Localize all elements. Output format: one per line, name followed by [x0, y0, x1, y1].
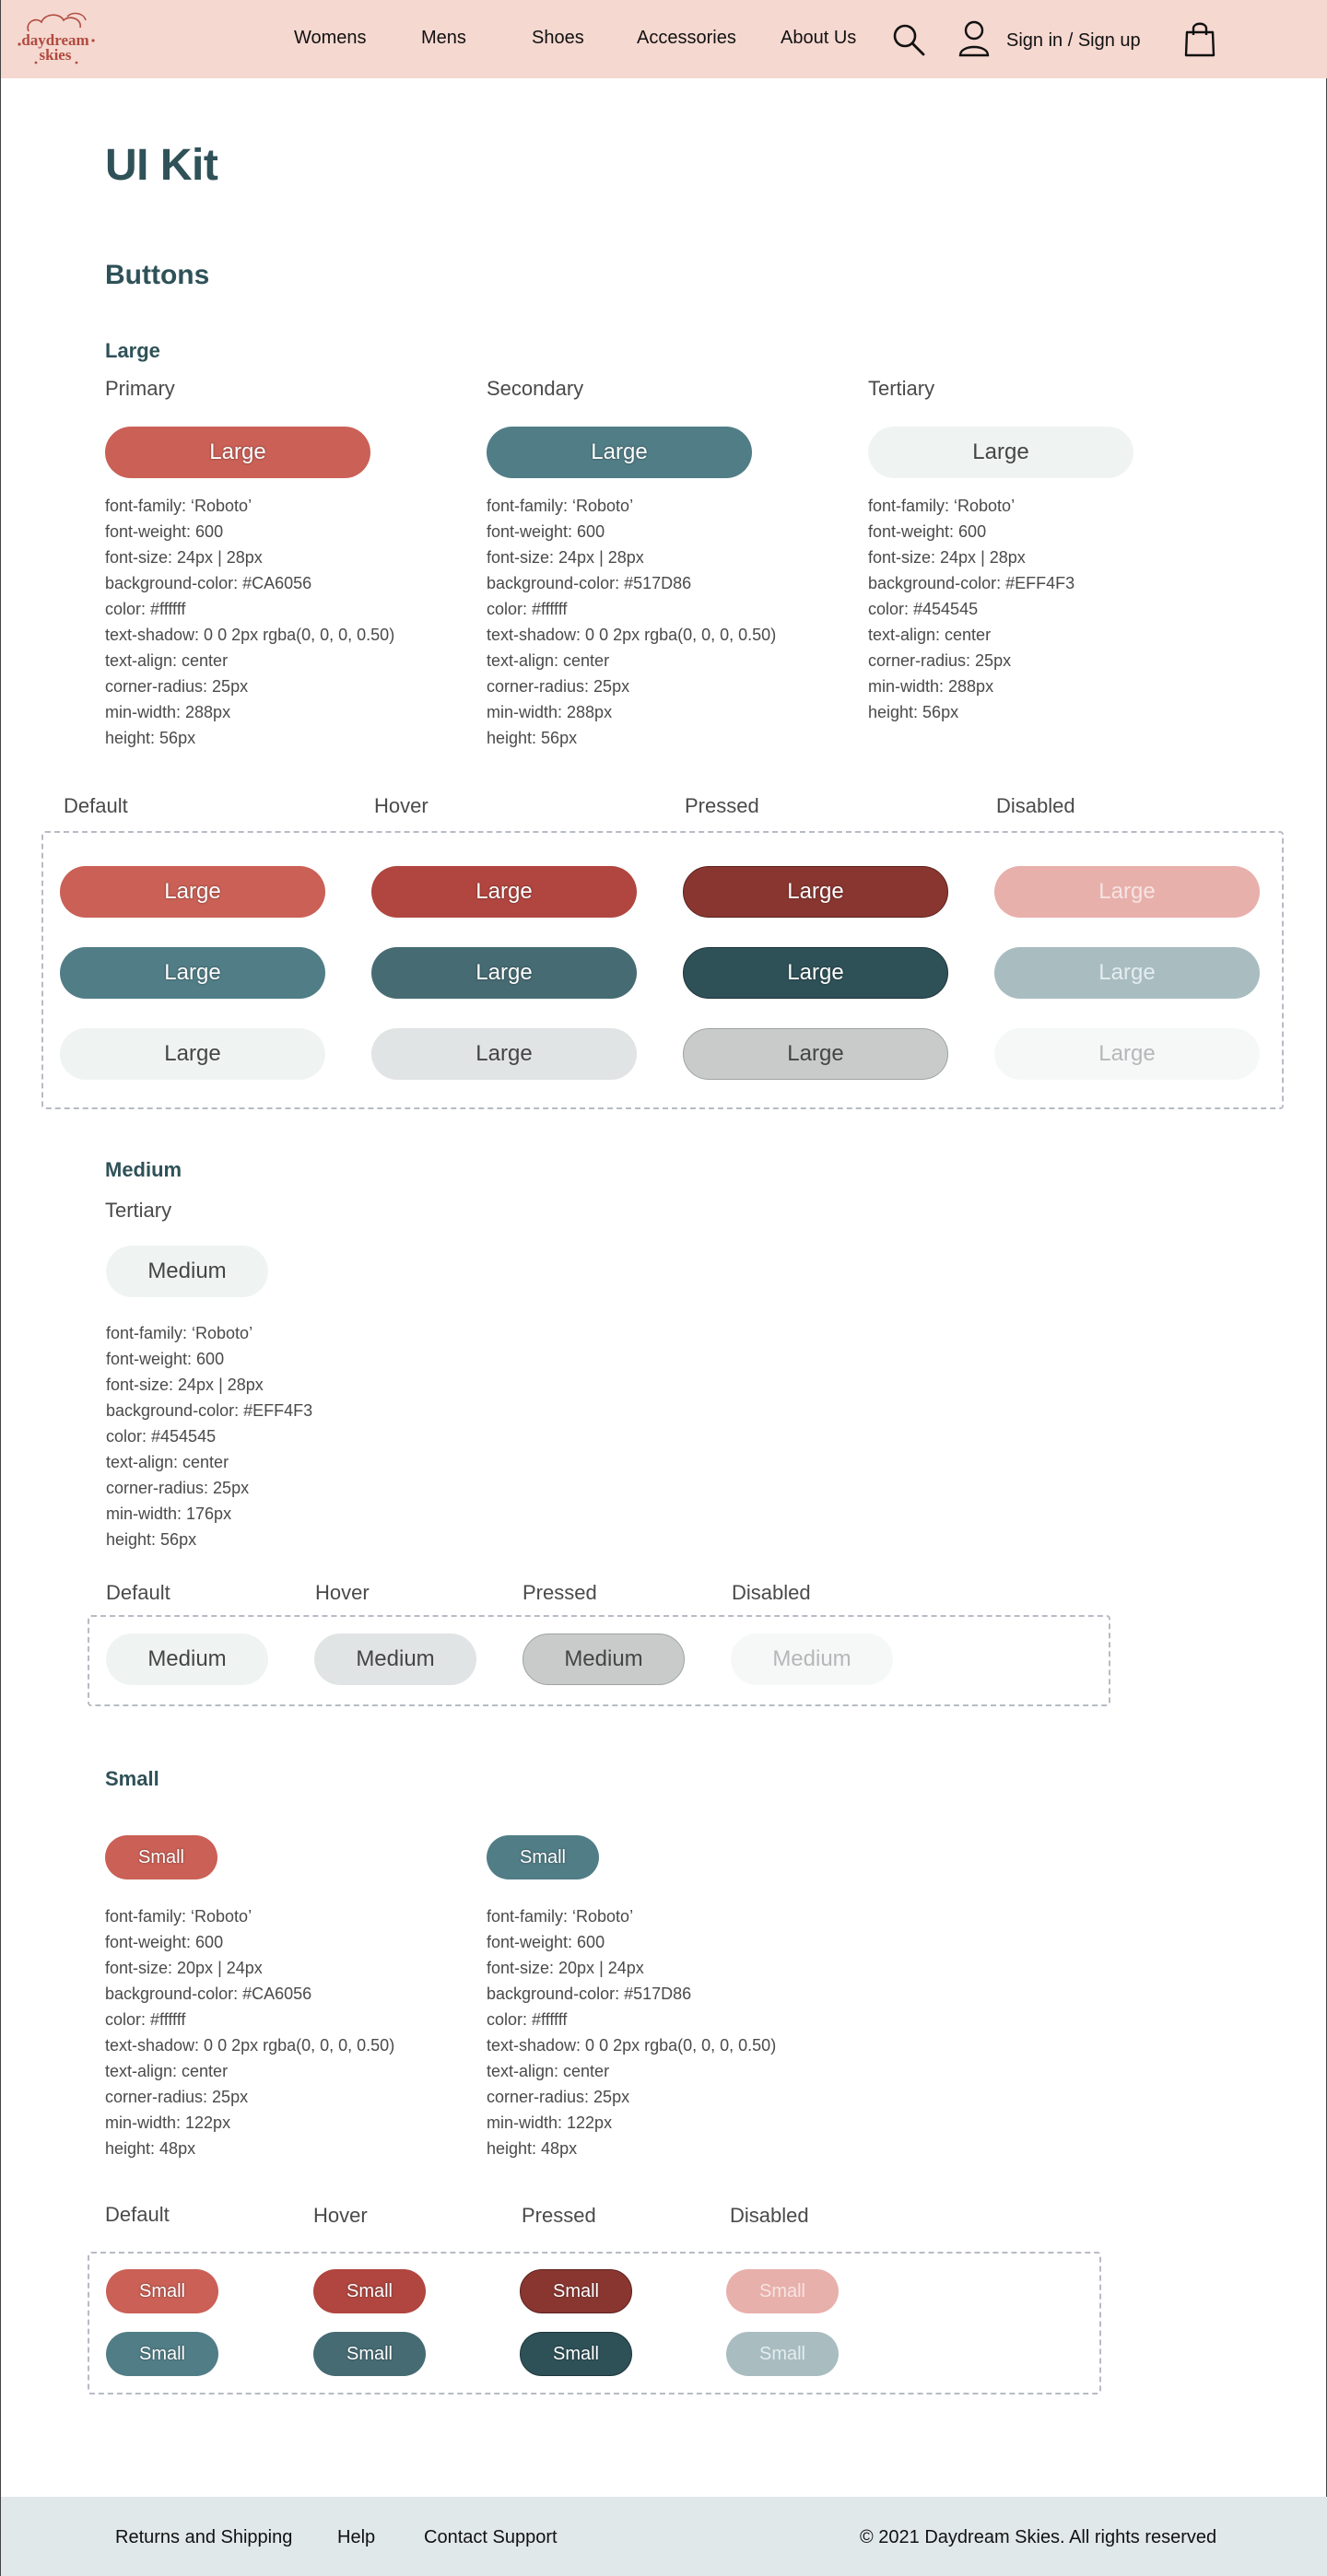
spec-line: corner-radius: 25px: [487, 677, 630, 696]
spec-line: corner-radius: 25px: [868, 651, 1012, 670]
sign-in-link[interactable]: Sign in / Sign up: [1006, 30, 1141, 51]
medium-tertiary-button[interactable]: Medium: [106, 1246, 268, 1297]
spec-line: min-width: 122px: [487, 2113, 613, 2132]
large-secondary-pressed-button[interactable]: Large: [683, 947, 948, 999]
spec-line: text-shadow: 0 0 2px rgba(0, 0, 0, 0.50): [487, 2036, 777, 2055]
large-secondary-button[interactable]: Large: [487, 427, 752, 478]
large-tertiary-button[interactable]: Large: [868, 427, 1133, 478]
large-primary-default-button[interactable]: Large: [60, 866, 325, 918]
spec-line: font-size: 24px | 28px: [106, 1376, 264, 1394]
small-secondary-hover-button[interactable]: Small: [313, 2332, 426, 2376]
nav-about-us[interactable]: About Us: [781, 28, 857, 48]
spec-line: font-family: ‘Roboto’: [106, 1324, 253, 1342]
large-tertiary-default-button[interactable]: Large: [60, 1028, 325, 1080]
large-primary-pressed-button[interactable]: Large: [683, 866, 948, 918]
spec-line: color: #454545: [106, 1427, 217, 1446]
large-secondary-hover-button[interactable]: Large: [371, 947, 637, 999]
spec-line: font-family: ‘Roboto’: [487, 1907, 634, 1926]
spec-line: text-align: center: [868, 626, 992, 644]
logo[interactable]: [12, 7, 99, 72]
small-primary-pressed-button[interactable]: Small: [520, 2269, 632, 2313]
spec-line: font-weight: 600: [487, 1933, 605, 1951]
spec-line: height: 48px: [105, 2139, 196, 2158]
spec-line: text-align: center: [105, 651, 229, 670]
large-secondary-disabled-button: Large: [994, 947, 1260, 999]
medium-tertiary-default-button[interactable]: Medium: [106, 1633, 268, 1685]
site-header: [1, 0, 1327, 78]
spec-line: font-family: ‘Roboto’: [105, 497, 252, 515]
state-label-pressed: Pressed: [685, 794, 759, 817]
spec-line: background-color: #EFF4F3: [868, 574, 1075, 592]
spec-line: text-align: center: [106, 1453, 229, 1471]
spec-line: height: 56px: [106, 1530, 197, 1549]
state-label-pressed: Pressed: [522, 2204, 596, 2227]
medium-tertiary-pressed-button[interactable]: Medium: [523, 1633, 685, 1685]
small-secondary-pressed-button[interactable]: Small: [520, 2332, 632, 2376]
spec-line: text-shadow: 0 0 2px rgba(0, 0, 0, 0.50): [105, 626, 395, 644]
state-label-default: Default: [105, 2203, 170, 2226]
page-title: UI Kit: [105, 141, 218, 190]
spec-line: font-weight: 600: [487, 522, 605, 541]
small-secondary-spec: [487, 1903, 776, 2161]
state-label-default: Default: [106, 1581, 170, 1604]
spec-line: height: 56px: [868, 703, 959, 721]
small-primary-spec: [105, 1903, 394, 2161]
large-heading: Large: [105, 339, 160, 362]
large-tertiary-pressed-button[interactable]: Large: [683, 1028, 948, 1080]
state-label-hover: Hover: [313, 2204, 368, 2227]
nav-womens[interactable]: Womens: [294, 28, 367, 48]
spec-line: background-color: #EFF4F3: [106, 1401, 313, 1420]
logo-text: daydream skies: [21, 31, 89, 64]
spec-line: color: #454545: [868, 600, 979, 618]
small-heading: Small: [105, 1767, 159, 1790]
state-label-hover: Hover: [374, 794, 429, 817]
spec-line: min-width: 288px: [868, 677, 994, 696]
large-tertiary-spec: [868, 493, 1075, 725]
footer-returns-link[interactable]: Returns and Shipping: [115, 2527, 293, 2547]
small-primary-button[interactable]: Small: [105, 1835, 217, 1879]
footer-help-link[interactable]: Help: [337, 2527, 376, 2547]
state-label-hover: Hover: [315, 1581, 370, 1604]
spec-line: font-size: 24px | 28px: [487, 548, 644, 567]
spec-line: text-align: center: [105, 2062, 229, 2080]
spec-line: text-shadow: 0 0 2px rgba(0, 0, 0, 0.50): [105, 2036, 395, 2055]
small-secondary-button[interactable]: Small: [487, 1835, 599, 1879]
spec-line: height: 56px: [105, 729, 196, 747]
spec-line: background-color: #517D86: [487, 574, 692, 592]
large-primary-disabled-button: Large: [994, 866, 1260, 918]
tertiary-label: Tertiary: [868, 377, 935, 400]
large-tertiary-hover-button[interactable]: Large: [371, 1028, 637, 1080]
spec-line: min-width: 122px: [105, 2113, 231, 2132]
medium-tertiary-label: Tertiary: [105, 1199, 172, 1222]
spec-line: height: 48px: [487, 2139, 578, 2158]
spec-line: background-color: #517D86: [487, 1985, 692, 2003]
medium-heading: Medium: [105, 1158, 182, 1181]
state-label-default: Default: [64, 794, 128, 817]
small-secondary-default-button[interactable]: Small: [106, 2332, 218, 2376]
spec-line: corner-radius: 25px: [106, 1479, 250, 1497]
spec-line: font-weight: 600: [105, 522, 224, 541]
spec-line: font-weight: 600: [105, 1933, 224, 1951]
large-secondary-spec: [487, 493, 776, 751]
large-tertiary-disabled-button: Large: [994, 1028, 1260, 1080]
spec-line: background-color: #CA6056: [105, 574, 312, 592]
spec-line: height: 56px: [487, 729, 578, 747]
medium-tertiary-disabled-button: Medium: [731, 1633, 893, 1685]
spec-line: background-color: #CA6056: [105, 1985, 312, 2003]
nav-mens[interactable]: Mens: [421, 28, 466, 48]
large-primary-hover-button[interactable]: Large: [371, 866, 637, 918]
state-label-disabled: Disabled: [996, 794, 1075, 817]
spec-line: color: #ffffff: [487, 2010, 568, 2029]
small-secondary-disabled-button: Small: [726, 2332, 839, 2376]
spec-line: text-shadow: 0 0 2px rgba(0, 0, 0, 0.50): [487, 626, 777, 644]
spec-line: text-align: center: [487, 2062, 610, 2080]
spec-line: font-size: 24px | 28px: [105, 548, 263, 567]
footer-copyright: © 2021 Daydream Skies. All rights reserved: [860, 2527, 1217, 2547]
spec-line: corner-radius: 25px: [105, 677, 249, 696]
spec-line: corner-radius: 25px: [105, 2088, 249, 2106]
search-icon[interactable]: [891, 22, 926, 57]
site-footer: [1, 2497, 1327, 2576]
spec-line: text-align: center: [487, 651, 610, 670]
spec-line: color: #ffffff: [105, 600, 186, 618]
section-title-buttons: Buttons: [105, 260, 210, 290]
spec-line: font-size: 20px | 24px: [487, 1959, 644, 1977]
medium-tertiary-spec: [106, 1320, 312, 1552]
nav-shoes[interactable]: Shoes: [532, 28, 584, 48]
spec-line: font-size: 20px | 24px: [105, 1959, 263, 1977]
secondary-label: Secondary: [487, 377, 584, 400]
spec-line: min-width: 288px: [105, 703, 231, 721]
spec-line: font-family: ‘Roboto’: [868, 497, 1016, 515]
primary-label: Primary: [105, 377, 175, 400]
large-secondary-default-button[interactable]: Large: [60, 947, 325, 999]
spec-line: corner-radius: 25px: [487, 2088, 630, 2106]
spec-line: min-width: 176px: [106, 1505, 232, 1523]
spec-line: font-weight: 600: [106, 1350, 225, 1368]
large-primary-button[interactable]: Large: [105, 427, 370, 478]
small-primary-disabled-button: Small: [726, 2269, 839, 2313]
spec-line: color: #ffffff: [487, 600, 568, 618]
spec-line: font-weight: 600: [868, 522, 987, 541]
spec-line: font-family: ‘Roboto’: [105, 1907, 252, 1926]
spec-line: font-family: ‘Roboto’: [487, 497, 634, 515]
state-label-disabled: Disabled: [730, 2204, 809, 2227]
medium-tertiary-hover-button[interactable]: Medium: [314, 1633, 476, 1685]
nav-accessories[interactable]: Accessories: [637, 28, 736, 48]
state-label-pressed: Pressed: [523, 1581, 597, 1604]
user-icon[interactable]: [957, 20, 991, 57]
large-primary-spec: [105, 493, 394, 751]
footer-contact-link[interactable]: Contact Support: [424, 2527, 558, 2547]
small-primary-hover-button[interactable]: Small: [313, 2269, 426, 2313]
state-label-disabled: Disabled: [732, 1581, 811, 1604]
spec-line: font-size: 24px | 28px: [868, 548, 1026, 567]
spec-line: color: #ffffff: [105, 2010, 186, 2029]
small-primary-default-button[interactable]: Small: [106, 2269, 218, 2313]
shopping-bag-icon[interactable]: [1183, 20, 1216, 57]
spec-line: min-width: 288px: [487, 703, 613, 721]
